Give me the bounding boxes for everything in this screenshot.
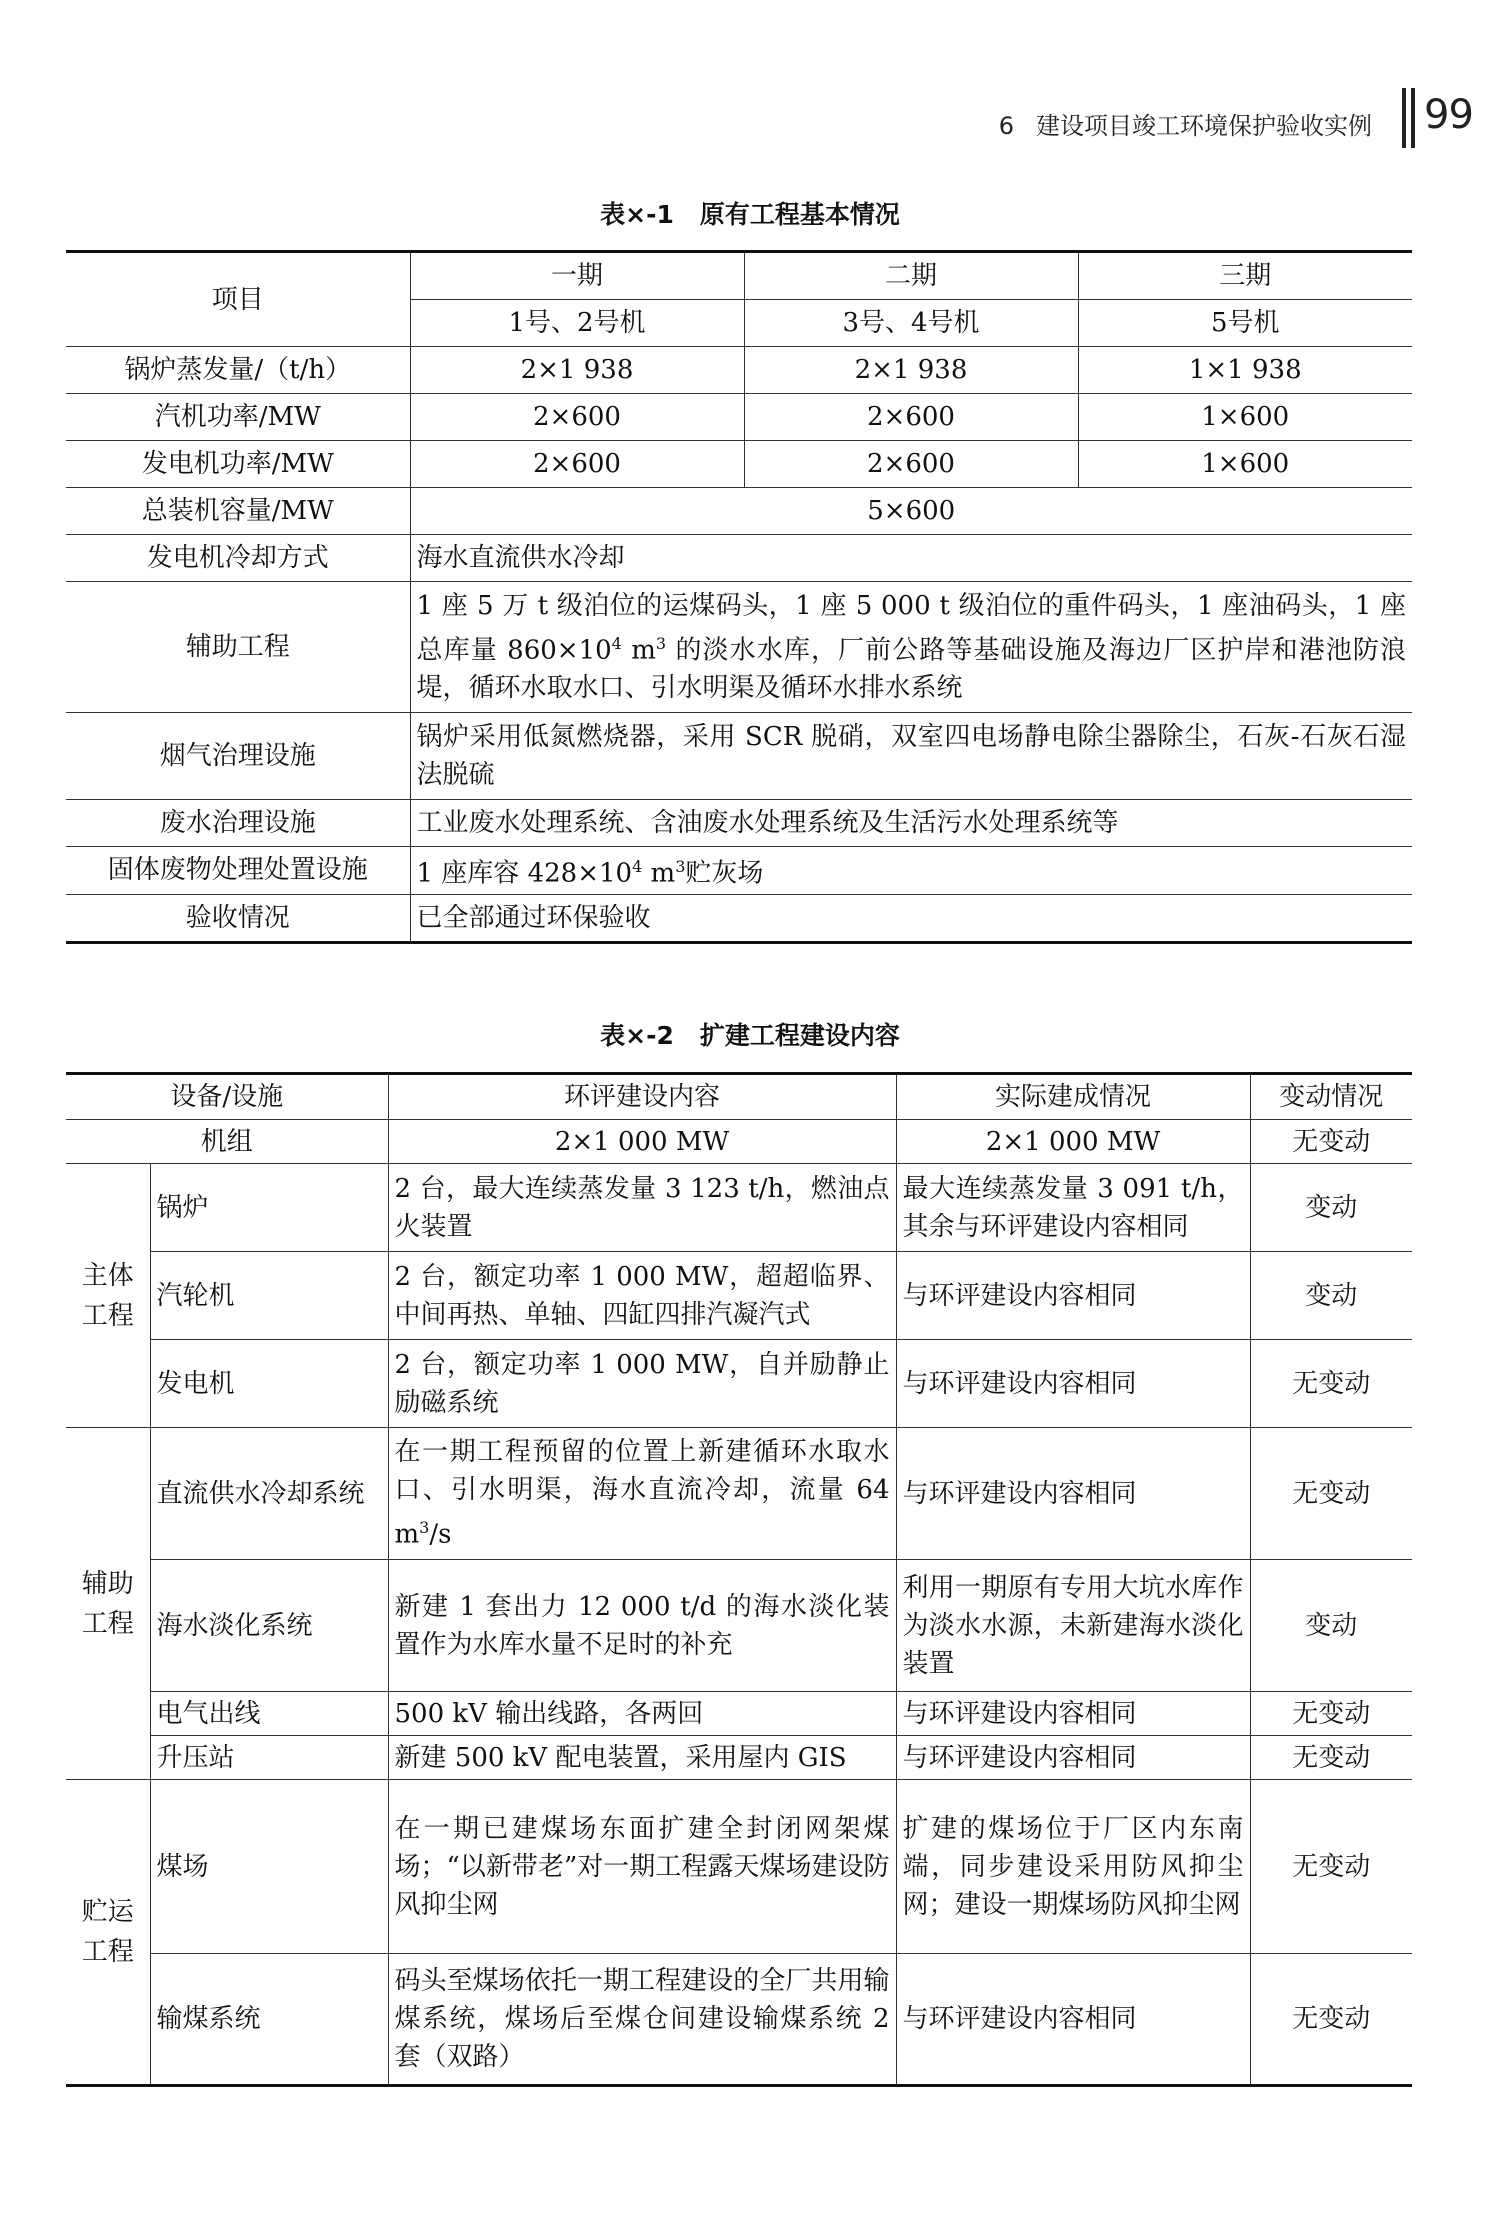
t2-item: 锅炉 bbox=[150, 1164, 388, 1252]
t2-cell: 无变动 bbox=[1250, 1954, 1412, 2086]
t1-cell bbox=[410, 847, 1412, 895]
t2-cell: 码头至煤场依托一期工程建设的全厂共用输煤系统，煤场后至煤仓间建设输煤系统 2 套（双路） bbox=[388, 1954, 896, 2086]
t1-row-label: 锅炉蒸发量/（t/h） bbox=[66, 347, 410, 394]
t2-cell: 无变动 bbox=[1250, 1428, 1412, 1560]
t1-cell: 2×600 bbox=[410, 441, 744, 488]
table-row bbox=[66, 1560, 1412, 1692]
t1-cell: 2×600 bbox=[744, 441, 1078, 488]
t2-cell: 在一期已建煤场东面扩建全封闭网架煤场；“以新带老”对一期工程露天煤场建设防风抑尘网 bbox=[388, 1780, 896, 1954]
t2-item: 海水淡化系统 bbox=[150, 1560, 388, 1692]
t1-row-label: 废水治理设施 bbox=[66, 800, 410, 847]
t2-item: 汽轮机 bbox=[150, 1252, 388, 1340]
table-row bbox=[66, 1340, 1412, 1428]
t2-header-equipment: 设备/设施 bbox=[66, 1074, 388, 1120]
t1-cell: 5×600 bbox=[410, 488, 1412, 535]
table-row bbox=[66, 800, 1412, 847]
t2-cell: 与环评建设内容相同 bbox=[896, 1736, 1250, 1780]
table2-caption-title: 扩建工程建设内容 bbox=[699, 1021, 900, 1050]
t1-header-units2: 3号、4号机 bbox=[744, 300, 1078, 347]
table-row bbox=[66, 713, 1412, 800]
t2-cell: 2 台，额定功率 1 000 MW，超超临界、中间再热、单轴、四缸四排汽凝汽式 bbox=[388, 1252, 896, 1340]
t2-cell bbox=[388, 1428, 896, 1560]
t2-item: 直流供水冷却系统 bbox=[150, 1428, 388, 1560]
t2-cell: 无变动 bbox=[1250, 1120, 1412, 1164]
t1-cell: 工业废水处理系统、含油废水处理系统及生活污水处理系统等 bbox=[410, 800, 1412, 847]
t1-row-label: 总装机容量/MW bbox=[66, 488, 410, 535]
t2-cell: 500 kV 输出线路，各两回 bbox=[388, 1692, 896, 1736]
table1-caption bbox=[0, 195, 1500, 231]
table-row bbox=[66, 347, 1412, 394]
table-row bbox=[66, 894, 1412, 942]
page-number: 99 bbox=[1424, 92, 1473, 138]
t1-cell: 1×600 bbox=[1078, 441, 1412, 488]
t1-header-phase3: 三期 bbox=[1078, 252, 1412, 300]
t1-row-label: 验收情况 bbox=[66, 894, 410, 942]
t2-cell: 变动 bbox=[1250, 1560, 1412, 1692]
superscript: 4 bbox=[611, 633, 622, 653]
t2-cell: 2 台，额定功率 1 000 MW，自并励静止励磁系统 bbox=[388, 1340, 896, 1428]
superscript: 3 bbox=[655, 633, 667, 653]
t1-row-label: 固体废物处理处置设施 bbox=[66, 847, 410, 895]
t2-header-actual: 实际建成情况 bbox=[896, 1074, 1250, 1120]
table-row bbox=[66, 847, 1412, 895]
text-run: m bbox=[642, 858, 676, 889]
table-row bbox=[66, 394, 1412, 441]
table-row bbox=[66, 1120, 1412, 1164]
t2-cell: 无变动 bbox=[1250, 1736, 1412, 1780]
t1-header-item: 项目 bbox=[66, 252, 410, 347]
t2-item: 升压站 bbox=[150, 1736, 388, 1780]
table-row bbox=[66, 488, 1412, 535]
t1-cell: 1×600 bbox=[1078, 394, 1412, 441]
table-row bbox=[66, 1780, 1412, 1954]
t2-header-change: 变动情况 bbox=[1250, 1074, 1412, 1120]
t1-cell: 2×1 938 bbox=[744, 347, 1078, 394]
t2-cell: 与环评建设内容相同 bbox=[896, 1428, 1250, 1560]
table-row bbox=[66, 1692, 1412, 1736]
t1-cell: 2×600 bbox=[410, 394, 744, 441]
text-run: 1 座库容 428×10 bbox=[416, 858, 633, 889]
t2-item: 输煤系统 bbox=[150, 1954, 388, 2086]
t2-cell: 变动 bbox=[1250, 1164, 1412, 1252]
t2-cell: 与环评建设内容相同 bbox=[896, 1340, 1250, 1428]
text-run: m bbox=[621, 635, 656, 666]
t1-cell: 已全部通过环保验收 bbox=[410, 894, 1412, 942]
table-row bbox=[66, 1252, 1412, 1340]
t2-cell: 利用一期原有专用大坑水库作为淡水水源，未新建海水淡化装置 bbox=[896, 1560, 1250, 1692]
t2-cell: 无变动 bbox=[1250, 1692, 1412, 1736]
superscript: 3 bbox=[419, 1518, 430, 1538]
t2-cell: 新建 500 kV 配电装置，采用屋内 GIS bbox=[388, 1736, 896, 1780]
t2-cell: 与环评建设内容相同 bbox=[896, 1692, 1250, 1736]
chapter-title: 建设项目竣工环境保护验收实例 bbox=[1036, 112, 1372, 140]
table2-expansion-project bbox=[66, 1072, 1412, 2087]
t2-cell: 与环评建设内容相同 bbox=[896, 1252, 1250, 1340]
t2-item: 机组 bbox=[66, 1120, 388, 1164]
t2-group-aux: 辅助 工程 bbox=[66, 1428, 150, 1780]
t1-row-label: 发电机功率/MW bbox=[66, 441, 410, 488]
t2-cell: 2 台，最大连续蒸发量 3 123 t/h，燃油点火装置 bbox=[388, 1164, 896, 1252]
running-head bbox=[999, 106, 1372, 141]
t2-item: 发电机 bbox=[150, 1340, 388, 1428]
t2-cell: 最大连续蒸发量 3 091 t/h，其余与环评建设内容相同 bbox=[896, 1164, 1250, 1252]
header-bar bbox=[1411, 88, 1415, 148]
table1-caption-num: 表×-1 bbox=[600, 200, 674, 229]
t2-cell: 2×1 000 MW bbox=[388, 1120, 896, 1164]
text-run: 1 座 5 万 t 级泊位的运煤码头，1 座 5 000 t 级泊位的重件码头，1 座油码头，1 座总库量 860×10 bbox=[416, 590, 1406, 666]
t1-cell bbox=[410, 582, 1412, 713]
t2-cell: 与环评建设内容相同 bbox=[896, 1954, 1250, 2086]
superscript: 4 bbox=[632, 857, 643, 876]
t2-item: 电气出线 bbox=[150, 1692, 388, 1736]
table2-caption bbox=[0, 1016, 1500, 1052]
t1-cell: 2×600 bbox=[744, 394, 1078, 441]
t1-header-units1: 1号、2号机 bbox=[410, 300, 744, 347]
t2-group-storage: 贮运 工程 bbox=[66, 1780, 150, 2086]
t2-cell: 无变动 bbox=[1250, 1780, 1412, 1954]
table-row bbox=[66, 535, 1412, 582]
table1-caption-title: 原有工程基本情况 bbox=[699, 200, 900, 229]
text-run: 贮灰场 bbox=[685, 858, 764, 889]
table-row bbox=[66, 1428, 1412, 1560]
t2-header-eia: 环评建设内容 bbox=[388, 1074, 896, 1120]
t1-cell: 锅炉采用低氮燃烧器，采用 SCR 脱硝，双室四电场静电除尘器除尘，石灰-石灰石湿法脱硫 bbox=[410, 713, 1412, 800]
table-row bbox=[66, 1954, 1412, 2086]
t1-header-phase1: 一期 bbox=[410, 252, 744, 300]
superscript: 3 bbox=[675, 857, 686, 876]
header-bar bbox=[1402, 88, 1406, 148]
t2-cell: 扩建的煤场位于厂区内东南端，同步建设采用防风抑尘网；建设一期煤场防风抑尘网 bbox=[896, 1780, 1250, 1954]
t2-cell: 无变动 bbox=[1250, 1340, 1412, 1428]
t1-header-phase2: 二期 bbox=[744, 252, 1078, 300]
t1-row-label: 烟气治理设施 bbox=[66, 713, 410, 800]
t2-item: 煤场 bbox=[150, 1780, 388, 1954]
text-run: 的淡水水库，厂前公路等基础设施及海边厂区护岸和港池防浪堤，循环水取水口、引水明渠及循环水排水系统 bbox=[416, 635, 1407, 704]
t2-group-main: 主体 工程 bbox=[66, 1164, 150, 1428]
page-header bbox=[0, 88, 1500, 148]
t1-header-units3: 5号机 bbox=[1078, 300, 1412, 347]
t1-cell: 海水直流供水冷却 bbox=[410, 535, 1412, 582]
text-run: /s bbox=[429, 1519, 452, 1550]
t1-row-label: 发电机冷却方式 bbox=[66, 535, 410, 582]
table-row bbox=[66, 582, 1412, 713]
text-run: 在一期工程预留的位置上新建循环水取水口、引水明渠，海水直流冷却，流量 64 m bbox=[394, 1437, 890, 1550]
table-row bbox=[66, 1736, 1412, 1780]
table1-original-project bbox=[66, 250, 1412, 944]
table-row bbox=[66, 441, 1412, 488]
chapter-number: 6 bbox=[998, 112, 1014, 140]
t1-cell: 1×1 938 bbox=[1078, 347, 1412, 394]
table-row bbox=[66, 1164, 1412, 1252]
t1-row-label: 汽机功率/MW bbox=[66, 394, 410, 441]
t2-cell: 变动 bbox=[1250, 1252, 1412, 1340]
t1-row-label: 辅助工程 bbox=[66, 582, 410, 713]
t2-cell: 新建 1 套出力 12 000 t/d 的海水淡化装置作为水库水量不足时的补充 bbox=[388, 1560, 896, 1692]
t1-cell: 2×1 938 bbox=[410, 347, 744, 394]
table2-caption-num: 表×-2 bbox=[600, 1021, 674, 1050]
t2-cell: 2×1 000 MW bbox=[896, 1120, 1250, 1164]
